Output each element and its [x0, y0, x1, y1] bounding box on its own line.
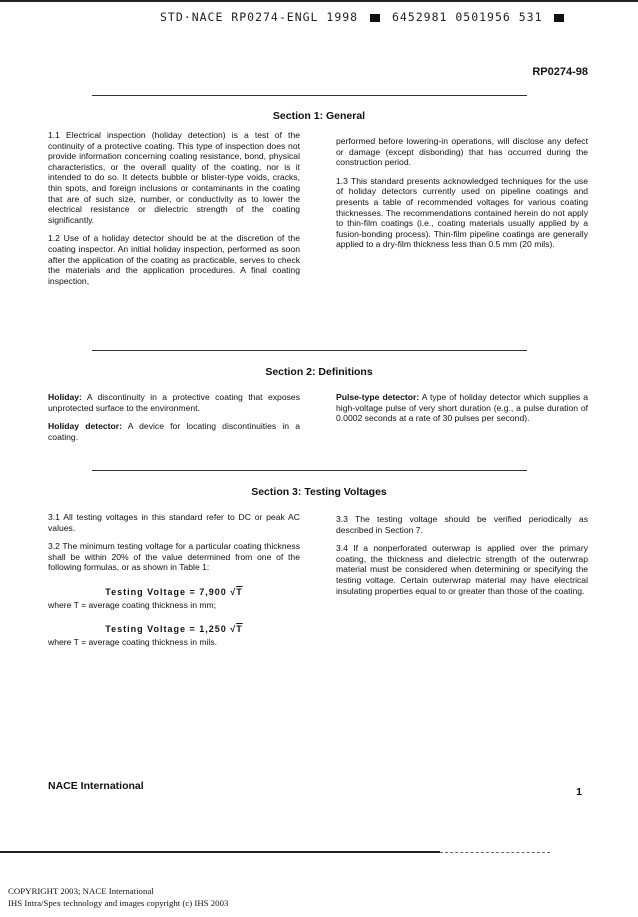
- copyright-line-1: COPYRIGHT 2003; NACE International: [8, 886, 154, 896]
- formula-mm-expression: Testing Voltage = 7,900 √: [105, 586, 237, 597]
- copyright-line-2: IHS Intra/Spex technology and images copyright (c) IHS 2003: [8, 898, 229, 908]
- section-1-left-column: [48, 130, 300, 294]
- paragraph-1-3: 1.3 This standard presents acknowledged techniques for the use of holiday detectors currently used on pipeline coatings and presents a table of recommended voltages for various coating thicknesses. The recommendations contained herein do not apply to thin-film coatings (i.e., coating materials usually applied by a fusion-bonding process). Thin-film pipeline coatings are generally applied to a dry-film thickness less than 0.5 mm (20 mils).: [336, 175, 588, 250]
- definition-holiday-detector: [48, 421, 300, 442]
- section-3-left-column: [48, 512, 300, 655]
- definition-pulse-detector-text: A type of holiday detector which supplies a high-voltage pulse of very short duration (e.g., a pulse duration of 0.0002 seconds at a rate of 30 pulses per second).: [336, 392, 588, 424]
- section-3-title: Section 3: Testing Voltages: [251, 486, 387, 498]
- section-divider: [92, 470, 527, 471]
- publisher-name: NACE International: [48, 780, 144, 792]
- term-holiday: Holiday:: [48, 392, 82, 402]
- term-holiday-detector: Holiday detector:: [48, 421, 122, 432]
- term-pulse-detector: Pulse-type detector:: [336, 392, 420, 402]
- section-2-right-column: [336, 392, 588, 432]
- stamp-codes: 6452981 0501956 531: [391, 10, 543, 24]
- definition-holiday: [48, 392, 300, 413]
- document-number: RP0274-98: [532, 66, 588, 78]
- bottom-border-line: [0, 851, 440, 853]
- section-2-title: Section 2: Definitions: [265, 366, 373, 378]
- formula-mils-expression: Testing Voltage = 1,250 √: [105, 624, 237, 635]
- page-number: 1: [576, 786, 582, 798]
- section-divider: [92, 95, 527, 96]
- paragraph-3-4: 3.4 If a nonperforated outerwrap is applied over the primary coating, the thickness and dielectric strength of the outerwrap material must be considered when determining or specifying the testing voltage. Certain outerwrap material may have electrical insulating properties equal to or greater than those of the coating.: [336, 543, 588, 596]
- formula-mm-variable: T: [236, 586, 243, 597]
- paragraph-3-1: 3.1 All testing voltages in this standard refer to DC or peak AC values.: [48, 512, 300, 533]
- section-1-right-column: [336, 136, 588, 258]
- formula-mils: [48, 624, 300, 635]
- definition-holiday-detector-text: A device for locating discontinuities in a coating.: [48, 421, 300, 442]
- stamp-prefix: STD·NACE RP0274-ENGL 1998: [160, 10, 359, 24]
- top-border-line: [0, 0, 638, 2]
- formula-mils-variable: T: [236, 624, 243, 635]
- bottom-border-dashed: [440, 852, 550, 853]
- paragraph-3-3: 3.3 The testing voltage should be verified periodically as described in Section 7.: [336, 514, 588, 535]
- section-2-left-column: [48, 392, 300, 450]
- definition-holiday-text: A discontinuity in a protective coating that exposes unprotected surface to the environment.: [48, 392, 300, 413]
- paragraph-3-2: 3.2 The minimum testing voltage for a particular coating thickness shall be within 20% of the value determined from one of the following formulas, or as shown in Table 1:: [48, 541, 300, 573]
- section-divider: [92, 350, 527, 351]
- paragraph-1-2: 1.2 Use of a holiday detector should be at the discretion of the coating inspector. An initial holiday inspection, performed as soon after the application of the coating as practicable, serves to check the materials and the application procedures. A final coating inspection,: [48, 233, 300, 286]
- section-1-title: Section 1: General: [272, 110, 366, 122]
- paragraph-1-2-continued: performed before lowering-in operations, will disclose any defect or damage (except disbonding) that has occurred during the construction period.: [336, 136, 588, 168]
- stamp-block-mark: [370, 14, 380, 22]
- section-3-right-column: [336, 514, 588, 604]
- formula-mm-note: where T = average coating thickness in mm;: [48, 599, 217, 610]
- copyright-notice: [8, 885, 228, 909]
- formula-mils-note: where T = average coating thickness in mils.: [48, 636, 218, 647]
- paragraph-1-1: 1.1 Electrical inspection (holiday detection) is a test of the continuity of a protective coating. This type of inspection does not provide information concerning coating resistance, bond, physical characteristics, or the overall quality of the coating, nor is it intended to do so. It detects bubble or blister-type voids, cracks, thin spots, and foreign inclusions or contaminants in the coating that are of such size, number, or conductivity as to lower the electrical resistance or dielectric strength of the coating significantly.: [48, 130, 300, 225]
- document-stamp: [160, 10, 568, 24]
- definition-pulse-detector: [336, 392, 588, 424]
- formula-mm: [48, 587, 300, 598]
- stamp-block-mark: [554, 14, 564, 22]
